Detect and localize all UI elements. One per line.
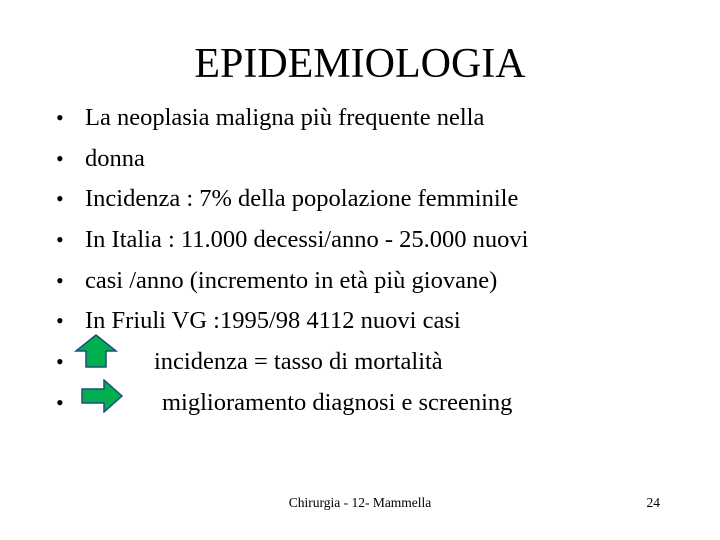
bullet-dot: • bbox=[56, 349, 64, 375]
slide-footer: Chirurgia - 12- Mammella bbox=[288, 495, 432, 510]
bullet-text: donna bbox=[85, 144, 145, 172]
bullet-text: miglioramento diagnosi e screening bbox=[162, 388, 513, 416]
bullet-dot: • bbox=[56, 308, 64, 334]
page-number: 24 bbox=[646, 495, 660, 510]
bullet-dot: • bbox=[56, 267, 64, 293]
bullet-text: casi /anno (incremento in età più giovane) bbox=[85, 266, 498, 294]
bullet-text: incidenza = tasso di mortalità bbox=[154, 348, 443, 376]
slide-title: EPIDEMIOLOGIA bbox=[194, 41, 526, 87]
right-arrow-icon bbox=[80, 379, 124, 413]
bullet-dot: • bbox=[56, 389, 64, 415]
bullet-dot: • bbox=[56, 186, 64, 212]
bullet-text: In Friuli VG :1995/98 4112 nuovi casi bbox=[85, 307, 461, 335]
bullet-dot: • bbox=[56, 227, 64, 253]
bullet-dot: • bbox=[56, 145, 64, 171]
bullet-text: In Italia : 11.000 decessi/anno - 25.000 nuovi bbox=[85, 226, 529, 254]
bullet-text: La neoplasia maligna più frequente nella bbox=[85, 104, 485, 131]
bullet-text: Incidenza : 7% della popolazione femminile bbox=[85, 185, 519, 213]
bullet-dot: • bbox=[56, 105, 64, 130]
up-arrow-icon bbox=[74, 334, 118, 368]
